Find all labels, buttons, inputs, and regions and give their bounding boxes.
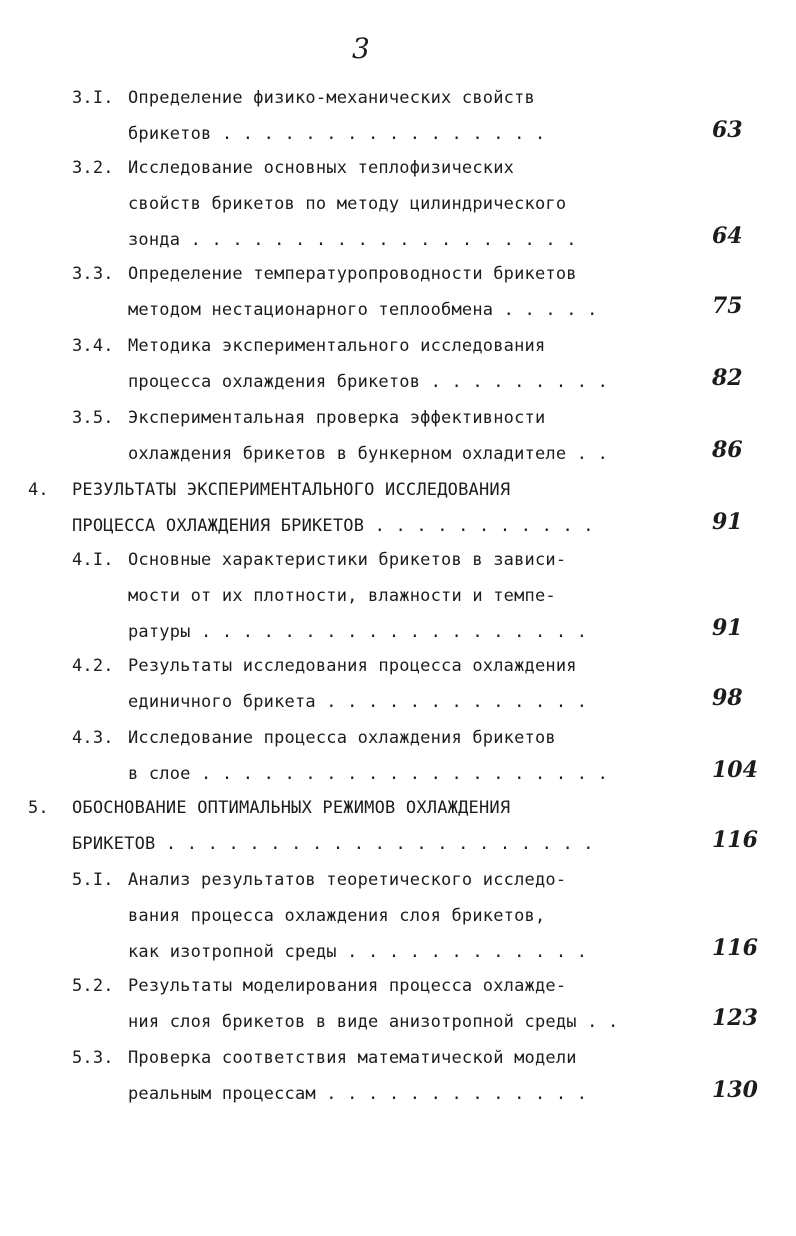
toc-entry-line: РЕЗУЛЬТАТЫ ЭКСПЕРИМЕНТАЛЬНОГО ИССЛЕДОВАНИЯ	[72, 480, 511, 500]
toc-entry-number: 3.3.	[72, 264, 114, 284]
toc-entry-page: 63	[712, 117, 743, 143]
toc-entry-line: Результаты моделирования процесса охлажде-	[128, 976, 567, 996]
page-number: 3	[352, 32, 370, 65]
toc-entry-line: БРИКЕТОВ . . . . . . . . . . . . . . . . . . . . .	[72, 834, 594, 854]
toc-entry-line: единичного брикета . . . . . . . . . . . . .	[128, 692, 588, 712]
toc-entry-number: 5.	[28, 798, 49, 818]
toc-entry-page: 116	[712, 935, 758, 961]
toc-entry-line: в слое . . . . . . . . . . . . . . . . . . . .	[128, 764, 609, 784]
toc-entry-number: 3.4.	[72, 336, 114, 356]
toc-entry-line: зонда . . . . . . . . . . . . . . . . . . .	[128, 230, 577, 250]
toc-entry-line: методом нестационарного теплообмена . . . . .	[128, 300, 598, 320]
toc-entry-line: как изотропной среды . . . . . . . . . . . .	[128, 942, 588, 962]
toc-entry-line: ОБОСНОВАНИЕ ОПТИМАЛЬНЫХ РЕЖИМОВ ОХЛАЖДЕНИЯ	[72, 798, 511, 818]
toc-entry-line: реальным процессам . . . . . . . . . . . . .	[128, 1084, 588, 1104]
toc-entry-line: мости от их плотности, влажности и темпе-	[128, 586, 556, 606]
toc-entry-line: ПРОЦЕССА ОХЛАЖДЕНИЯ БРИКЕТОВ . . . . . . . . . . .	[72, 516, 594, 536]
toc-entry-page: 82	[712, 365, 743, 391]
toc-entry-page: 91	[712, 509, 743, 535]
toc-entry-number: 4.2.	[72, 656, 114, 676]
toc-entry-number: 3.2.	[72, 158, 114, 178]
toc-entry-line: Исследование процесса охлаждения брикетов	[128, 728, 556, 748]
toc-entry-line: свойств брикетов по методу цилиндрического	[128, 194, 567, 214]
toc-entry-page: 91	[712, 615, 743, 641]
toc-entry-line: Исследование основных теплофизических	[128, 158, 515, 178]
toc-entry-line: Основные характеристики брикетов в зависи-	[128, 550, 567, 570]
toc-entry-number: 4.	[28, 480, 49, 500]
toc-entry-line: процесса охлаждения брикетов . . . . . . . . .	[128, 372, 609, 392]
toc-entry-page: 130	[712, 1077, 758, 1103]
toc-entry-number: 3.I.	[72, 88, 114, 108]
toc-entry-line: Методика экспериментального исследования	[128, 336, 546, 356]
toc-entry-number: 5.3.	[72, 1048, 114, 1068]
toc-entry-page: 116	[712, 827, 758, 853]
toc-entry-number: 4.3.	[72, 728, 114, 748]
toc-entry-line: брикетов . . . . . . . . . . . . . . . .	[128, 124, 546, 144]
toc-entry-page: 98	[712, 685, 743, 711]
toc-entry-line: ния слоя брикетов в виде анизотропной среды . .	[128, 1012, 619, 1032]
toc-entry-line: вания процесса охлаждения слоя брикетов,	[128, 906, 546, 926]
toc-entry-line: Экспериментальная проверка эффективности	[128, 408, 546, 428]
toc-entry-line: Определение физико-механических свойств	[128, 88, 535, 108]
toc-entry-line: Анализ результатов теоретического исследо-	[128, 870, 567, 890]
toc-entry-page: 104	[712, 757, 758, 783]
toc-entry-line: ратуры . . . . . . . . . . . . . . . . . . .	[128, 622, 588, 642]
toc-entry-page: 64	[712, 223, 743, 249]
toc-entry-line: охлаждения брикетов в бункерном охладителе . .	[128, 444, 609, 464]
toc-entry-line: Проверка соответствия математической модели	[128, 1048, 577, 1068]
toc-entry-number: 5.I.	[72, 870, 114, 890]
toc-entry-page: 86	[712, 437, 743, 463]
toc-entry-line: Определение температуропроводности брикетов	[128, 264, 577, 284]
toc-entry-line: Результаты исследования процесса охлаждения	[128, 656, 577, 676]
toc-entry-page: 123	[712, 1005, 758, 1031]
toc-entry-number: 4.I.	[72, 550, 114, 570]
toc-entry-number: 3.5.	[72, 408, 114, 428]
toc-entry-number: 5.2.	[72, 976, 114, 996]
toc-entry-page: 75	[712, 293, 743, 319]
